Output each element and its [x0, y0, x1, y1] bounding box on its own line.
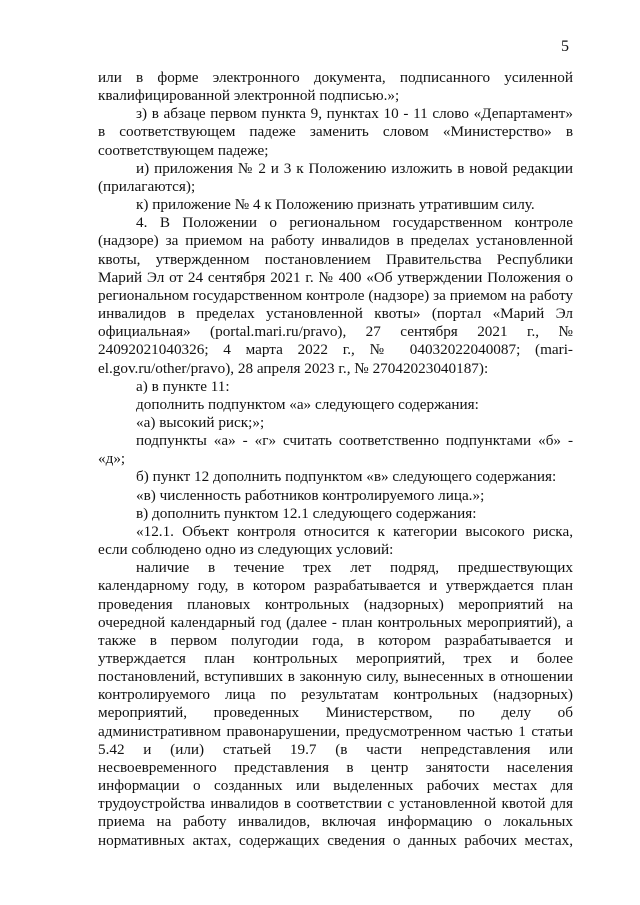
- paragraph-item-b: б) пункт 12 дополнить подпунктом «в» следующего содержания:: [136, 468, 557, 486]
- paragraph-item-k: к) приложение № 4 к Положению признать утратившим силу.: [136, 196, 535, 214]
- paragraph-renumber-subitems: подпункты «а» - «г» считать соответственно подпунктами «б» - «д»;: [98, 432, 573, 468]
- document-body: [98, 69, 573, 850]
- paragraph-item-i: и) приложения № 2 и 3 к Положению изложить в новой редакции (прилагаются);: [98, 159, 573, 195]
- paragraph-12-1: «12.1. Объект контроля относится к категории высокого риска, если соблюдено одно из следующих условий:: [98, 522, 573, 559]
- paragraph-add-subitem-a: дополнить подпунктом «а» следующего содержания:: [136, 395, 479, 413]
- paragraph-item-z: з) в абзаце первом пункта 9, пунктах 10 - 11 слово «Департамент» в соответствующем падеже заменить словом «Министерство» в соответствующем падеже;: [98, 105, 573, 159]
- paragraph-subitem-a-text: «а) высокий риск;»;: [136, 413, 265, 431]
- paragraph-section-4: 4. В Положении о региональном государственном контроле (надзоре) за приемом на работу инвалидов в пределах установленной квоты, утвержденном постановлением Правительства Республики Марий Эл от 24 сентября 2021 г. № 400 «Об утверждении Положения о региональном государственном контроле (надзоре) за приемом на работу инвалидов в пределах установленной квоты» (портал «Марий Эл официальная» (portal.mari.ru/pravo), 27 сентября 2021 г., № 24092021040326; 4 марта 2022 г., № 04032022040087; (mari-el.gov.ru/other/pravo), 28 апреля 2023 г., № 27042023040187):: [98, 214, 573, 377]
- paragraph-condition: наличие в течение трех лет подряд, предшествующих календарному году, в котором разрабатывается и утверждается план проведения плановых контрольных (надзорных) мероприятий на очередной календарный год (далее - план контрольных мероприятий), а также в первом полугодии года, в котором разрабатывается и утверждается план контрольных мероприятий, трех и более постановлений, вступивших в законную силу, вынесенных в отношении контролируемого лица по результатам контрольных (надзорных) мероприятий, проведенных Министерством, по делу об административном правонарушении, предусмотренном частью 1 статьи 5.42 и (или) статьей 19.7 (в части непредставления или несвоевременного представления в центр занятости населения информации о созданных или выделенных рабочих местах для трудоустройства инвалидов в соответствии с установленной квотой для приема на работу инвалидов, включая информацию о локальных нормативных актах, содержащих сведения о данных рабочих местах,: [98, 559, 573, 849]
- paragraph-item-v: в) дополнить пунктом 12.1 следующего содержания:: [136, 504, 477, 522]
- paragraph-continuation: или в форме электронного документа, подписанного усиленной квалифицированной электронной подписью.»;: [98, 69, 573, 105]
- paragraph-item-a: а) в пункте 11:: [136, 377, 230, 395]
- paragraph-subitem-v-text: «в) численность работников контролируемого лица.»;: [136, 486, 485, 504]
- page-number: 5: [561, 38, 569, 55]
